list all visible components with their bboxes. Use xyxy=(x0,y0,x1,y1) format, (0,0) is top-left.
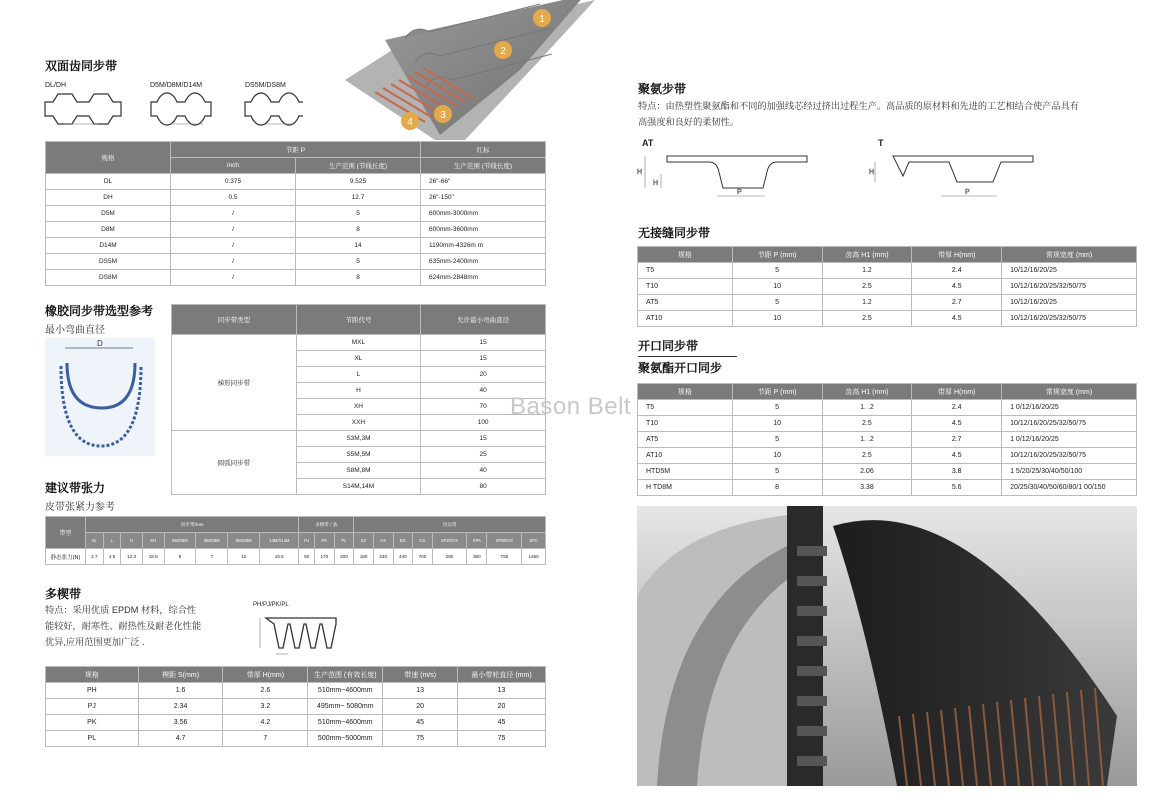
tension-value: 18.8 xyxy=(142,549,164,565)
profile-t-label: T xyxy=(878,138,884,148)
poly-profile-diagram xyxy=(252,610,342,658)
poly-title: 多楔带 xyxy=(45,587,82,601)
tension-row-label: 静态张力(N) xyxy=(46,549,86,565)
profile-label-ds5m: DS5M/DS8M xyxy=(245,82,286,89)
table-row: D5M / 5 600mm-3000mm xyxy=(46,206,546,222)
svg-text:H: H xyxy=(653,180,659,187)
table-row: T5 5 1. .2 2.4 1 0/12/16/20/25 xyxy=(638,400,1137,416)
tension-col-header: ZX xyxy=(354,533,374,549)
tension-col-header: AX xyxy=(373,533,393,549)
table-row: S14M,14M 80 xyxy=(172,479,546,495)
tension-value: 2.7 xyxy=(86,549,104,565)
table-row: 梯形同步带 MXL 15 xyxy=(172,335,546,351)
tension-value: 240 xyxy=(373,549,393,565)
badge-4 xyxy=(401,112,419,130)
table-row: DL 0.375 9.525 26"-66" xyxy=(46,174,546,190)
poly-table: 规格 楔距 S(mm) 带厚 H(mm) 生产范围 (有效长度) 带速 (m/s) 最小带轮直径 (mm) PH 1.6 2.6 510mm~4600mm 13 13 PJ 2.34 3.2 495mm~ 5080mm 20 20 PK 3.56 4.2 510mm~4600mm 45 45 PL 4.7 7 500mm~5000mm 75 75 xyxy=(45,666,546,747)
tension-value: 7 xyxy=(196,549,228,565)
table-row: H 40 xyxy=(172,383,546,399)
table-row: XXH 100 xyxy=(172,415,546,431)
th-inch: inch xyxy=(171,158,296,174)
tension-value: 50 xyxy=(299,549,315,565)
badge-2 xyxy=(494,41,512,59)
th-range: 生产范围 (节线长度) xyxy=(296,158,421,174)
double-belt-table xyxy=(45,141,546,286)
table-row: AT10 10 2.5 4.5 10/12/16/20/25/32/50/75 xyxy=(638,311,1137,327)
table-row: T10 10 2.5 4.5 10/12/16/20/25/32/50/75 xyxy=(638,416,1137,432)
rubber-title: 橡胶同步带选型参考 xyxy=(45,304,154,318)
profile-at-label: AT xyxy=(642,138,654,148)
tension-value: 15.5 xyxy=(260,549,299,565)
badge-1 xyxy=(533,9,551,27)
open-subtitle: 聚氨酯开口同步 xyxy=(638,361,723,375)
tension-value: 280 xyxy=(432,549,466,565)
double-profile-diagrams xyxy=(43,90,303,130)
tension-value: 380 xyxy=(467,549,487,565)
open-table: 规格 节距 P (mm) 齿高 H1 (mm) 带厚 H(mm) 常规宽度 (mm) T5 5 1. .2 2.4 1 0/12/16/20/25 T10 10 2.5 4.5 10/12/16/20/25/32/50/75 AT5 5 1. .2 2.7 1 0/12/16/20/25 AT10 10 2.5 4.5 10/12/16/20/25/32/50/75 HTD5M 5 2.06 3.8 1 5/20/25/30/40/50/100 H TD8M 8 3.38 5.6 20/25/30/40/50/60/80/1 00/150 xyxy=(637,383,1137,496)
table-row: DS5M / 5 635mm-2400mm xyxy=(46,254,546,270)
belt-cross-section-image xyxy=(345,0,595,140)
th-spec: 规格 xyxy=(46,142,171,174)
tension-col-header: XPA xyxy=(467,533,487,549)
table-row xyxy=(46,549,546,565)
tension-col-header: XL xyxy=(86,533,104,549)
table-row: L 20 xyxy=(172,367,546,383)
tension-value: 180 xyxy=(354,549,374,565)
table-row: T5 5 1.2 2.4 10/12/16/20/25 xyxy=(638,263,1137,279)
tension-value: 440 xyxy=(393,549,413,565)
tension-title: 建议带张力 xyxy=(45,481,106,495)
tension-value: 700 xyxy=(413,549,433,565)
table-row: D14M / 14 1190mm-4326m m xyxy=(46,238,546,254)
profile-label-dl: DL/DH xyxy=(45,82,67,89)
svg-text:P: P xyxy=(965,189,970,196)
table-row: HTD5M 5 2.06 3.8 1 5/20/25/30/40/50/100 xyxy=(638,464,1137,480)
rubber-subtitle: 最小弯曲直径 xyxy=(45,325,105,336)
tension-col-header: PK xyxy=(315,533,335,549)
poly-profile-label: PH/PJ/PK/PL xyxy=(253,602,289,608)
svg-text:4: 4 xyxy=(407,117,413,128)
svg-text:2: 2 xyxy=(500,46,506,57)
table-row: PH 1.6 2.6 510mm~4600mm 13 13 xyxy=(46,683,546,699)
tension-col-header: XPB/5VX xyxy=(487,533,522,549)
tension-value: 12 xyxy=(228,549,260,565)
tension-col-header: XPC xyxy=(522,533,546,549)
tension-value: 4.5 xyxy=(103,549,121,565)
tension-col-header: BX xyxy=(393,533,413,549)
pu-description: 特点：由热塑性聚氨酯和不同的加强线芯经过挤出过程生产。高品质的原材料和先进的工艺相结合使产品具有 高强度和良好的柔韧性。 xyxy=(638,101,1079,127)
tension-col-header: H xyxy=(121,533,143,549)
table-row: PK 3.56 4.2 510mm~4600mm 45 45 xyxy=(46,715,546,731)
table-row: S8M,8M 40 xyxy=(172,463,546,479)
th-pitch: 节距 P xyxy=(171,142,421,158)
seamless-table: 规格 节距 P (mm) 齿高 H1 (mm) 带厚 H(mm) 常规宽度 (mm) T5 5 1.2 2.4 10/12/16/20/25 T10 10 2.5 4.5 10/12/16/20/25/32/50/75 AT5 5 1.2 2.7 10/12/16/20/25 AT10 10 2.5 4.5 10/12/16/20/25/32/50/75 xyxy=(637,246,1137,327)
th-stock-range: 生产范围 (节线长度) xyxy=(421,158,546,174)
tension-col-header: 14M/S14M xyxy=(260,533,299,549)
tension-col-header: 8M/S8M xyxy=(228,533,260,549)
tension-subtitle: 皮带张紧力参考 xyxy=(45,502,115,513)
bend-diameter-diagram xyxy=(45,338,155,456)
open-title: 开口同步带 xyxy=(638,337,737,357)
tension-table: 带型 同步带/mm 多楔带 / 条 切边带 XL L H XH 5M/S5M 8M/S8M 8M/S8M 14M/S14M PJ PK PL ZX AX BX CX XPZ/3VX XPA XPB/5VX XPC 静态张力(N) 2.7 4.5 12.3 18.8 5 7 12 15.5 50 170 200 180 240 440 700 280 380 750 1450 xyxy=(45,516,546,565)
table-row: T10 10 2.5 4.5 10/12/16/20/25/32/50/75 xyxy=(638,279,1137,295)
svg-text:H: H xyxy=(869,169,875,176)
table-row: AT5 5 1.2 2.7 10/12/16/20/25 xyxy=(638,295,1137,311)
svg-text:1: 1 xyxy=(539,14,545,25)
tension-col-header: XH xyxy=(142,533,164,549)
double-belt-title: 双面齿同步带 xyxy=(45,59,118,73)
tension-value: 1450 xyxy=(522,549,546,565)
table-row: DH 0.5 12.7 26"-150" xyxy=(46,190,546,206)
table-row: 圆弧同步带 S3M,3M 15 xyxy=(172,431,546,447)
table-row: XL 15 xyxy=(172,351,546,367)
pu-profile-diagrams xyxy=(635,148,1155,208)
pu-title: 聚氨步带 xyxy=(638,82,687,96)
tension-col-header: XPZ/3VX xyxy=(432,533,466,549)
tension-col-header: PJ xyxy=(299,533,315,549)
table-row: DS8M / 8 624mm-2848mm xyxy=(46,270,546,286)
svg-text:3: 3 xyxy=(440,110,446,121)
table-row: AT5 5 1. .2 2.7 1 0/12/16/20/25 xyxy=(638,432,1137,448)
table-row: AT10 10 2.5 4.5 10/12/16/20/25/32/50/75 xyxy=(638,448,1137,464)
table-row: PL 4.7 7 500mm~5000mm 75 75 xyxy=(46,731,546,747)
svg-text:P: P xyxy=(737,189,742,196)
table-row: S5M,5M 25 xyxy=(172,447,546,463)
watermark-text: Bason Belt xyxy=(510,393,632,420)
tension-col-header: 5M/S5M xyxy=(164,533,196,549)
tension-col-header: L xyxy=(103,533,121,549)
seamless-title: 无接缝同步带 xyxy=(638,226,711,240)
tension-col-header: CX xyxy=(413,533,433,549)
tension-value: 12.3 xyxy=(121,549,143,565)
tension-value: 170 xyxy=(315,549,335,565)
tension-value: 200 xyxy=(334,549,354,565)
svg-text:D: D xyxy=(97,339,103,348)
profile-label-d5m: D5M/D8M/D14M xyxy=(150,82,203,89)
belt-photo xyxy=(637,506,1137,786)
badge-3 xyxy=(434,105,452,123)
table-row: D8M / 8 600mm-3600mm xyxy=(46,222,546,238)
tension-value: 750 xyxy=(487,549,522,565)
poly-description: 特点：采用优质 EPDM 材料，综合性 能较好，耐寒性、耐热性及耐老化性能 优异,应用范围更加广泛 . xyxy=(45,605,202,647)
table-row: H TD8M 8 3.38 5.6 20/25/30/40/50/60/80/1 00/150 xyxy=(638,480,1137,496)
th-stock: 红标 xyxy=(421,142,546,158)
tension-value: 5 xyxy=(164,549,196,565)
svg-text:H: H xyxy=(637,169,643,176)
tension-col-header: PL xyxy=(334,533,354,549)
table-row: XH 70 xyxy=(172,399,546,415)
table-row: PJ 2.34 3.2 495mm~ 5080mm 20 20 xyxy=(46,699,546,715)
rubber-table: 同步带类型 节距代号 允许最小弯曲直径 梯形同步带 MXL 15 XL 15 L 20 H 40 XH 70 XXH 100 圆弧同步带 S3M,3M 15 S5M,5M 25 S8M,8M 40 S14M,14M 80 xyxy=(171,304,546,495)
tension-col-header: 8M/S8M xyxy=(196,533,228,549)
